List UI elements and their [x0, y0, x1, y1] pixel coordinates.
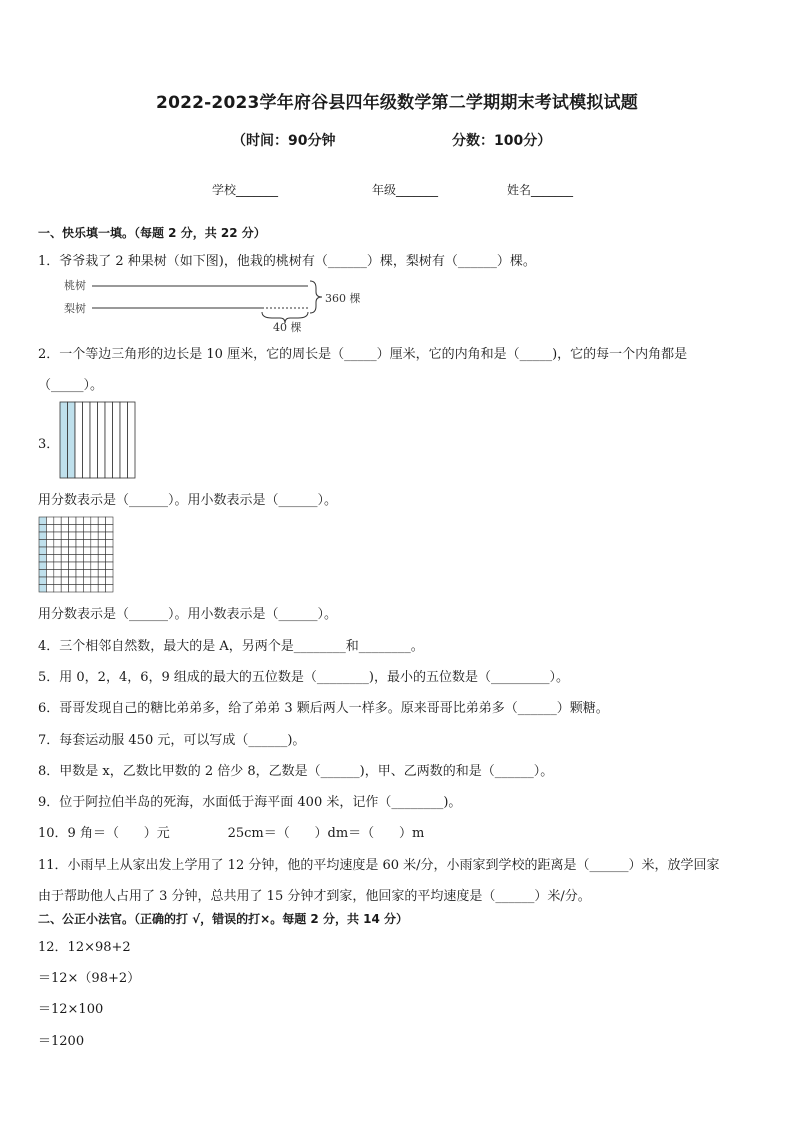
peach-label: 桃树 — [64, 279, 86, 292]
question-10: 10．9 角＝（ ）元 25cm＝（ ）dm＝（ ）m — [38, 826, 425, 841]
grid-cell — [106, 540, 113, 548]
grade-field: 年级_______ — [372, 183, 439, 197]
question-12-line-1: 12．12×98+2 — [38, 940, 131, 955]
grid-cell — [39, 532, 46, 540]
grid-cell — [54, 517, 61, 525]
grid-cell — [69, 562, 76, 570]
school-field: 学校_______ — [212, 183, 279, 197]
grid-cell — [76, 570, 83, 578]
question-9: 9．位于阿拉伯半岛的死海，水面低于海平面 400 米，记作（________)。 — [38, 795, 462, 810]
grid-cell — [106, 585, 113, 593]
question-4: 4．三个相邻自然数，最大的是 A，另两个是________和________。 — [38, 639, 424, 654]
grid-cell — [91, 577, 98, 585]
total-brace — [310, 281, 322, 313]
grid-cell — [61, 585, 68, 593]
grid-cell — [46, 517, 53, 525]
grid-cell — [83, 585, 90, 593]
grid-cell — [106, 562, 113, 570]
grid-cell — [91, 540, 98, 548]
grid-cell — [46, 562, 53, 570]
grid-cell — [91, 562, 98, 570]
grid-cell — [61, 532, 68, 540]
grid-cell — [106, 555, 113, 563]
grid-cell — [69, 585, 76, 593]
grid-cell — [61, 517, 68, 525]
grid-cell — [83, 570, 90, 578]
total-label: 360 棵 — [325, 292, 361, 305]
grid-cell — [91, 585, 98, 593]
grid-cell — [39, 540, 46, 548]
question-2-line-2: （_____）。 — [38, 378, 104, 393]
grid-cell — [54, 562, 61, 570]
grid-cell — [98, 517, 105, 525]
question-2-line-1: 2．一个等边三角形的边长是 10 厘米，它的周长是（_____）厘米，它的内角和是（_____)，它的每一个内角都是 — [38, 347, 688, 362]
grid-cell — [69, 517, 76, 525]
question-7: 7．每套运动服 450 元，可以写成（______)。 — [38, 733, 306, 748]
grid-cell — [46, 555, 53, 563]
grid-cell — [69, 577, 76, 585]
grid-column — [128, 402, 136, 478]
grid-cell — [69, 547, 76, 555]
grid-cell — [69, 540, 76, 548]
grid-cell — [46, 570, 53, 578]
name-field: 姓名_______ — [507, 183, 574, 197]
grid-cell — [98, 555, 105, 563]
grid-cell — [91, 517, 98, 525]
grid-cell — [69, 532, 76, 540]
grid-cell — [61, 540, 68, 548]
grid-column — [113, 402, 121, 478]
question-3-answer-2: 用分数表示是（______）。用小数表示是（______）。 — [38, 607, 338, 622]
grid-cell — [39, 570, 46, 578]
grid-cell — [46, 585, 53, 593]
grid-cell — [91, 570, 98, 578]
grid-cell — [54, 532, 61, 540]
grid-cell — [46, 547, 53, 555]
question-3-number: 3． — [38, 437, 60, 452]
grid-cell — [98, 577, 105, 585]
question-3-answer-1: 用分数表示是（______）。用小数表示是（______）。 — [38, 493, 338, 508]
grid-cell — [69, 570, 76, 578]
difference-label: 40 棵 — [273, 321, 302, 334]
grid-cell — [76, 562, 83, 570]
grid-cell — [91, 532, 98, 540]
grid-cell — [76, 540, 83, 548]
grid-cell — [76, 517, 83, 525]
grid-column — [68, 402, 76, 478]
grid-cell — [98, 562, 105, 570]
grid-cell — [54, 577, 61, 585]
grid-cell — [54, 555, 61, 563]
grid-cell — [76, 577, 83, 585]
grid-cell — [54, 547, 61, 555]
grid-cell — [54, 540, 61, 548]
grid-cell — [83, 555, 90, 563]
grid-cell — [106, 517, 113, 525]
grid-cell — [83, 532, 90, 540]
grid-cell — [98, 570, 105, 578]
exam-title: 2022-2023学年府谷县四年级数学第二学期期末考试模拟试题 — [156, 93, 638, 113]
grid-cell — [76, 547, 83, 555]
question-5: 5．用 0，2，4，6，9 组成的最大的五位数是（________)，最小的五位数是（_________）。 — [38, 670, 569, 685]
grid-column — [120, 402, 128, 478]
grid-cell — [61, 570, 68, 578]
grid-cell — [69, 555, 76, 563]
grid-cell — [61, 562, 68, 570]
pear-label: 梨树 — [64, 302, 86, 315]
grid-cell — [83, 562, 90, 570]
grid-cell — [91, 555, 98, 563]
grid-cell — [46, 525, 53, 533]
grid-cell — [46, 532, 53, 540]
exam-time: （时间：90分钟 — [232, 133, 336, 149]
grid-cell — [106, 547, 113, 555]
exam-score: 分数：100分） — [452, 133, 552, 149]
grid-cell — [76, 532, 83, 540]
grid-cell — [61, 555, 68, 563]
grid-cell — [83, 540, 90, 548]
hundredths-grid — [38, 516, 114, 593]
tenths-grid — [59, 401, 136, 479]
grid-cell — [54, 570, 61, 578]
grid-cell — [39, 525, 46, 533]
grid-cell — [98, 525, 105, 533]
grid-cell — [69, 525, 76, 533]
grid-column — [75, 402, 83, 478]
section-1-heading: 一、快乐填一填。（每题 2 分，共 22 分） — [38, 226, 266, 240]
grid-cell — [39, 555, 46, 563]
grid-column — [98, 402, 106, 478]
grid-cell — [39, 585, 46, 593]
question-12-line-4: ＝1200 — [38, 1034, 85, 1049]
grid-cell — [106, 577, 113, 585]
grid-cell — [39, 547, 46, 555]
grid-cell — [61, 577, 68, 585]
grid-cell — [61, 547, 68, 555]
grid-cell — [106, 532, 113, 540]
grid-cell — [39, 517, 46, 525]
grid-cell — [46, 577, 53, 585]
grid-cell — [39, 577, 46, 585]
question-1: 1．爷爷栽了 2 种果树（如下图)，他栽的桃树有（______）棵，梨树有（______）棵。 — [38, 254, 536, 269]
grid-cell — [54, 585, 61, 593]
grid-cell — [46, 540, 53, 548]
question-12-line-2: ＝12×（98+2） — [38, 971, 141, 986]
grid-cell — [98, 547, 105, 555]
grid-cell — [83, 517, 90, 525]
grid-cell — [106, 570, 113, 578]
grid-cell — [98, 532, 105, 540]
grid-cell — [54, 525, 61, 533]
grid-cell — [61, 525, 68, 533]
grid-cell — [83, 547, 90, 555]
grid-cell — [83, 577, 90, 585]
question-11-line-2: 由于帮助他人占用了 3 分钟，总共用了 15 分钟才到家，他回家的平均速度是（______）米/分。 — [38, 889, 591, 904]
grid-cell — [83, 525, 90, 533]
grid-cell — [39, 562, 46, 570]
grid-cell — [76, 555, 83, 563]
grid-cell — [106, 525, 113, 533]
tree-line-diagram — [60, 276, 380, 334]
grid-cell — [91, 547, 98, 555]
question-6: 6．哥哥发现自己的糖比弟弟多，给了弟弟 3 颗后两人一样多。原来哥哥比弟弟多（______）颗糖。 — [38, 701, 609, 716]
question-11-line-1: 11．小雨早上从家出发上学用了 12 分钟，他的平均速度是 60 米/分，小雨家到学校的距离是（______）米，放学回家 — [38, 858, 720, 873]
grid-cell — [98, 585, 105, 593]
grid-column — [105, 402, 113, 478]
grid-column — [60, 402, 68, 478]
question-12-line-3: ＝12×100 — [38, 1002, 104, 1017]
grid-cell — [76, 585, 83, 593]
section-2-heading: 二、公正小法官。（正确的打 √，错误的打×。每题 2 分，共 14 分） — [38, 912, 408, 926]
grid-cell — [76, 525, 83, 533]
grid-column — [83, 402, 91, 478]
grid-cell — [91, 525, 98, 533]
grid-cell — [98, 540, 105, 548]
grid-column — [90, 402, 98, 478]
question-8: 8．甲数是 x，乙数比甲数的 2 倍少 8，乙数是（______)，甲、乙两数的和是（______）。 — [38, 764, 554, 779]
